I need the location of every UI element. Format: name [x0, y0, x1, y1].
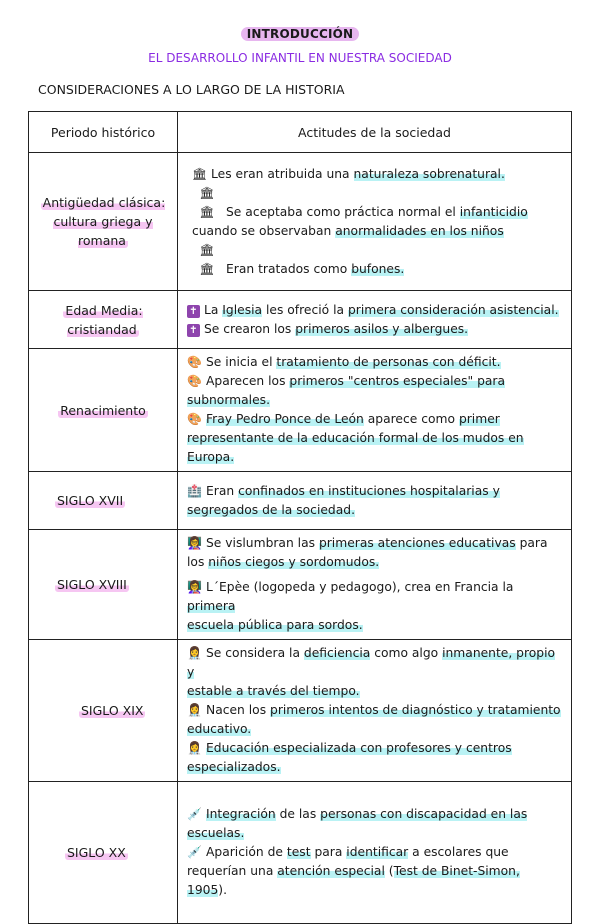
attitude-text: a escolares que	[408, 845, 509, 859]
attitudes-cell	[178, 782, 572, 924]
attitude-text: para	[515, 536, 548, 550]
attitude-line	[187, 372, 563, 410]
cross-icon: ✝	[187, 324, 200, 337]
highlighted-text: identificar	[346, 845, 409, 859]
header-attitudes: Actitudes de la sociedad	[178, 112, 572, 153]
highlighted-text: estable a través del tiempo.	[187, 684, 360, 698]
highlighted-text: Test de Binet-Simon,	[393, 864, 520, 878]
table-row	[29, 782, 572, 924]
attitudes-cell	[178, 291, 572, 349]
attitude-line	[187, 410, 563, 429]
attitudes-cell	[178, 530, 572, 640]
highlighted-text: atención especial	[277, 864, 385, 878]
attitude-text: Aparecen los	[206, 374, 290, 388]
attitude-line	[192, 241, 563, 279]
highlighted-text: personas con discapacidad en las	[320, 807, 528, 821]
attitude-text: Aparición de	[206, 845, 287, 859]
header-period: Periodo histórico	[29, 112, 178, 153]
attitude-text: los	[187, 555, 209, 569]
highlighted-text: escuelas.	[187, 826, 245, 840]
highlighted-text: anormalidades en los niños	[335, 223, 504, 238]
highlighted-text: primeros asilos y albergues.	[295, 321, 469, 336]
period-cell	[29, 291, 178, 349]
document-title: INTRODUCCIÓN	[0, 26, 600, 41]
attitude-line	[187, 553, 563, 572]
attitude-text: cuando se observaban	[192, 223, 336, 238]
attitude-line	[187, 739, 563, 758]
column-icon: 🏛🏛	[199, 242, 215, 276]
table-row	[29, 349, 572, 472]
attitude-text: como algo	[370, 646, 443, 660]
attitude-text: Se aceptaba como práctica normal el	[226, 204, 460, 219]
highlighted-text: Educación especializada con profesores y centros	[206, 741, 512, 755]
teacher-icon: 👩‍🏫	[187, 580, 202, 594]
attitude-text: Eran tratados como	[226, 261, 352, 276]
highlighted-text: deficiencia	[303, 646, 371, 660]
highlighted-text: Iglesia	[222, 302, 263, 317]
attitude-line	[187, 301, 563, 320]
doctor-icon: 👩‍⚕	[187, 646, 202, 660]
period-cell	[29, 530, 178, 640]
attitude-line	[187, 824, 563, 843]
highlighted-text: segregados de la sociedad.	[187, 502, 355, 517]
highlighted-text: primera consideración asistencial.	[347, 302, 559, 317]
attitude-line	[187, 682, 563, 701]
attitude-line	[187, 353, 563, 372]
highlighted-text: Integración	[206, 807, 276, 821]
section-heading: CONSIDERACIONES A LO LARGO DE LA HISTORIA	[38, 82, 345, 97]
attitude-text: L´Epèe (logopeda y pedagogo), crea en Francia la	[206, 580, 514, 594]
table-header-row	[29, 112, 572, 153]
highlighted-text: niños ciegos y sordomudos.	[208, 555, 380, 569]
attitude-line	[187, 616, 563, 635]
table-row	[29, 530, 572, 640]
highlighted-text: primeros "centros especiales" para subnormales.	[187, 374, 506, 407]
highlighted-text: especializados.	[187, 760, 281, 774]
attitudes-cell	[178, 472, 572, 530]
syringe-icon: 💉	[187, 807, 202, 821]
attitude-line	[187, 805, 563, 824]
table-row	[29, 291, 572, 349]
attitude-text: Se vislumbran las	[206, 536, 319, 550]
period-cell	[29, 472, 178, 530]
attitude-line	[187, 862, 563, 881]
attitude-text: Se crearon los	[204, 321, 296, 336]
highlighted-text: inmanente, propio y	[187, 646, 556, 679]
cross-icon: ✝	[187, 305, 200, 318]
palette-icon: 🎨	[187, 412, 202, 426]
highlighted-text: confinados en instituciones hospitalarias y	[238, 483, 500, 498]
column-icon: 🏛	[192, 166, 208, 181]
attitude-line	[187, 482, 563, 501]
highlighted-text: primer	[458, 412, 500, 426]
attitude-line	[187, 578, 563, 616]
attitude-text: Nacen los	[206, 703, 271, 717]
attitude-line	[187, 758, 563, 777]
attitude-line	[187, 843, 563, 862]
attitude-text: ).	[218, 883, 228, 897]
attitude-text: La	[204, 302, 223, 317]
highlighted-text: test	[286, 845, 311, 859]
attitude-line	[187, 501, 563, 520]
period-cell	[29, 782, 178, 924]
attitudes-cell	[178, 349, 572, 472]
attitude-line	[187, 881, 563, 900]
highlighted-text: naturaleza sobrenatural.	[353, 166, 505, 181]
attitude-line	[192, 184, 563, 222]
period-label: Edad Media: cristiandad	[65, 302, 143, 337]
attitude-line	[187, 534, 563, 553]
highlighted-text: representante de la educación formal de los mudos en	[187, 431, 524, 445]
teacher-icon: 👩‍🏫	[187, 536, 202, 550]
attitude-line	[187, 720, 563, 739]
table-row	[29, 153, 572, 291]
period-cell	[29, 640, 178, 782]
syringe-icon: 💉	[187, 845, 202, 859]
attitude-line	[187, 701, 563, 720]
highlighted-text: Fray Pedro Ponce de León	[206, 412, 364, 426]
period-label: Renacimiento	[60, 402, 146, 418]
period-label: Antigüedad clásica: cultura griega y romana	[42, 195, 166, 248]
highlighted-text: infanticidio	[459, 204, 528, 219]
attitude-text: Se inicia el	[206, 355, 277, 369]
attitude-text: les ofreció la	[262, 302, 348, 317]
attitude-line	[187, 320, 563, 339]
highlighted-text: educativo.	[187, 722, 252, 736]
highlighted-text: tratamiento de personas con déficit.	[276, 355, 501, 369]
history-table	[28, 111, 572, 924]
highlighted-text: primeras atenciones educativas	[318, 536, 516, 550]
period-label: SIGLO XVIII	[57, 577, 127, 592]
attitude-text: Les eran atribuida una	[211, 166, 354, 181]
attitude-text: aparece como	[363, 412, 459, 426]
highlighted-text: primeros intentos de diagnóstico y tratamiento	[270, 703, 561, 717]
hospital-icon: 🏥	[187, 483, 202, 498]
doctor-icon: 👩‍⚕	[187, 741, 202, 755]
highlighted-text: Europa.	[187, 450, 235, 464]
table-row	[29, 472, 572, 530]
attitude-text: Se considera la	[206, 646, 304, 660]
attitude-line	[187, 644, 563, 682]
attitudes-cell	[178, 640, 572, 782]
document-subtitle: EL DESARROLLO INFANTIL EN NUESTRA SOCIEDAD	[148, 51, 452, 65]
palette-icon: 🎨	[187, 355, 202, 369]
doctor-icon: 👩‍⚕	[187, 703, 202, 717]
highlighted-text: bufones.	[351, 261, 405, 276]
period-label: SIGLO XVII	[57, 493, 124, 508]
attitude-line	[187, 429, 563, 448]
attitude-text: (	[384, 864, 394, 878]
attitude-text: requerían una	[187, 864, 278, 878]
attitude-text: para	[310, 845, 347, 859]
period-label: SIGLO XX	[67, 845, 126, 860]
highlighted-text: 1905	[187, 883, 219, 897]
highlighted-text: escuela pública para sordos.	[187, 618, 363, 632]
table-row	[29, 640, 572, 782]
palette-icon: 🎨	[187, 374, 202, 388]
highlighted-text: primera	[187, 599, 236, 613]
attitude-line	[187, 448, 563, 467]
attitude-line	[192, 165, 563, 184]
attitude-text: Eran	[206, 483, 239, 498]
attitudes-cell	[178, 153, 572, 291]
attitude-line	[192, 222, 563, 241]
column-icon: 🏛🏛	[199, 185, 215, 219]
period-label: SIGLO XIX	[81, 703, 144, 718]
period-cell	[29, 349, 178, 472]
attitude-text: de las	[275, 807, 321, 821]
period-cell	[29, 153, 178, 291]
